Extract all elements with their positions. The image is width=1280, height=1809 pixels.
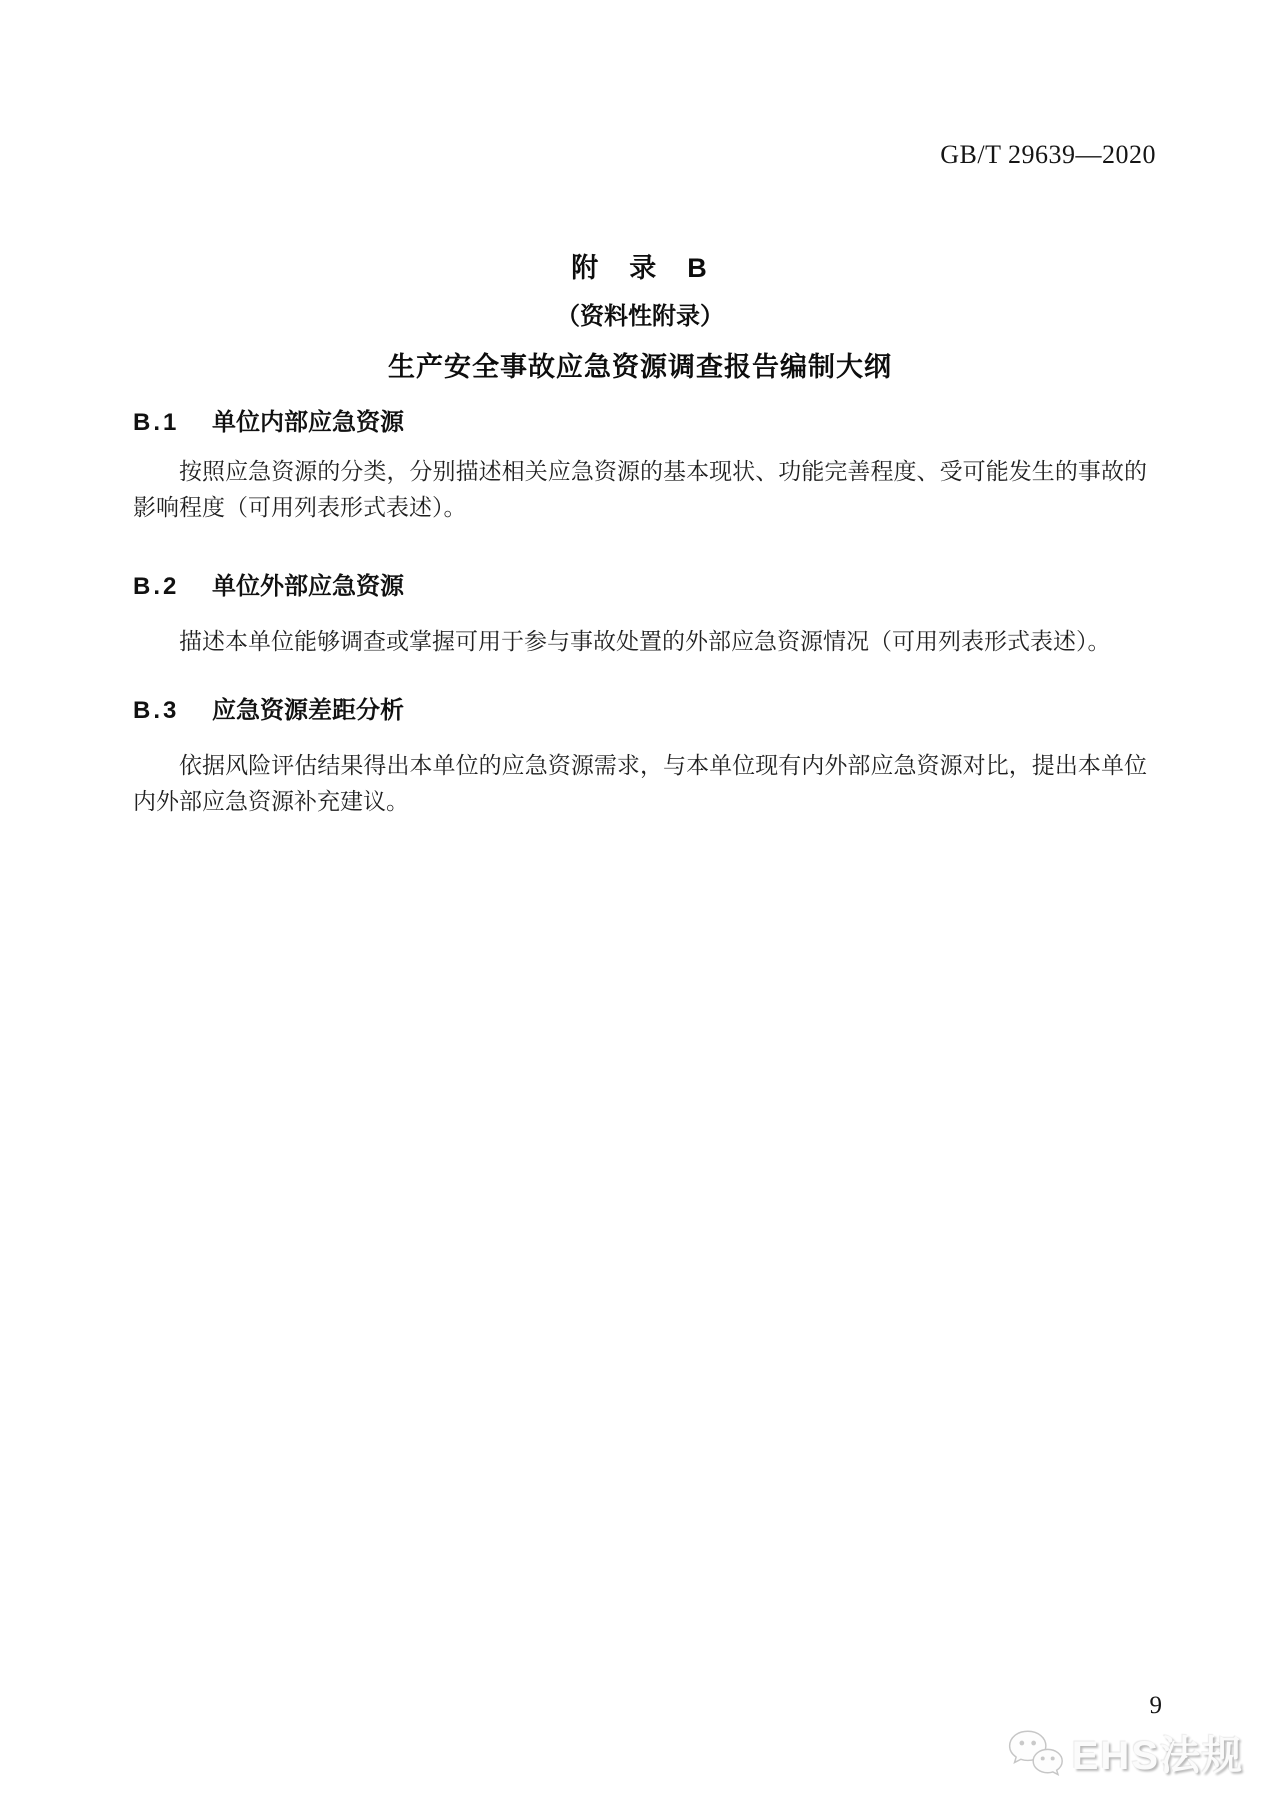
section-b1-title: 单位内部应急资源: [212, 409, 405, 436]
standard-number-header: GB/T 29639—2020: [940, 140, 1156, 169]
appendix-title: 附 录 B: [571, 253, 709, 283]
page-number: 9: [1149, 1692, 1162, 1719]
wechat-icon: [1006, 1727, 1064, 1779]
watermark-label: EHS法规: [1071, 1734, 1244, 1778]
ehs-watermark: [1006, 1724, 1244, 1781]
section-b2-title: 单位外部应急资源: [212, 573, 405, 600]
section-b2-body: 描述本单位能够调查或掌握可用于参与事故处置的外部应急资源情况（可用列表形式表述）。: [179, 629, 1111, 654]
appendix-main-title: 生产安全事故应急资源调查报告编制大纲: [388, 352, 892, 382]
section-b2-number: B.2: [133, 573, 180, 600]
section-b1-heading: [133, 402, 1147, 437]
section-b1-number: B.1: [133, 409, 180, 436]
appendix-title-block: [0, 246, 1280, 384]
section-b1-body: 按照应急资源的分类，分别描述相关应急资源的基本现状、功能完善程度、受可能发生的事故的影响程度（可用列表形式表述）。: [133, 459, 1147, 520]
section-b3-body: 依据风险评估结果得出本单位的应急资源需求，与本单位现有内外部应急资源对比，提出本单位内外部应急资源补充建议。: [133, 753, 1147, 814]
section-b3-number: B.3: [133, 697, 180, 724]
section-b2-heading: [133, 566, 1147, 601]
appendix-subtitle: （资料性附录）: [556, 303, 724, 330]
section-b3-heading: [133, 690, 1147, 725]
section-b3-title: 应急资源差距分析: [212, 697, 405, 724]
